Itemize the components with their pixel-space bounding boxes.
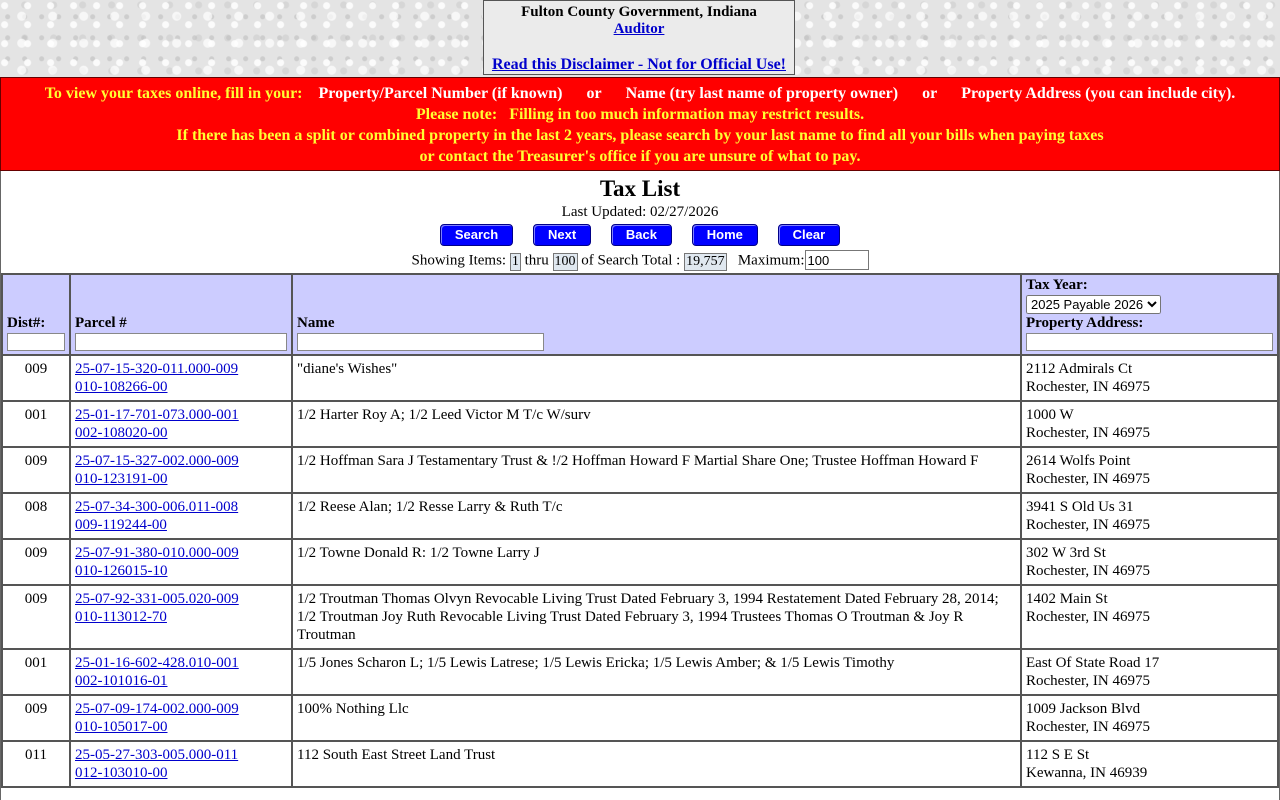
tax-list-panel <box>0 171 1280 800</box>
row-dist: 009 <box>2 539 70 585</box>
address-header <box>1021 274 1278 355</box>
address-city: Kewanna, IN 46939 <box>1026 765 1148 781</box>
row-owner-name: 1/2 Harter Roy A; 1/2 Leed Victor M T/c W/surv <box>292 401 1021 447</box>
table-header-row <box>2 274 1278 355</box>
address-street: 1000 W <box>1026 407 1074 423</box>
parcel-link[interactable]: 25-07-15-327-002.000-009 <box>75 453 239 469</box>
table-row <box>2 539 1278 585</box>
tax-list-table <box>1 273 1279 788</box>
showing-to: 100 <box>554 253 576 269</box>
row-address <box>1021 741 1278 787</box>
row-address <box>1021 447 1278 493</box>
row-dist: 009 <box>2 585 70 649</box>
row-parcel <box>70 493 292 539</box>
row-dist: 009 <box>2 355 70 401</box>
dist-filter-input[interactable] <box>7 333 65 351</box>
row-dist: 011 <box>2 741 70 787</box>
table-row <box>2 401 1278 447</box>
row-address <box>1021 695 1278 741</box>
row-parcel <box>70 649 292 695</box>
dist-header <box>2 274 70 355</box>
page-title: Tax List <box>599 176 681 201</box>
row-parcel <box>70 401 292 447</box>
address-street: 3941 S Old Us 31 <box>1026 499 1134 515</box>
back-button[interactable]: Back <box>611 224 672 246</box>
row-dist: 001 <box>2 401 70 447</box>
row-owner-name: 1/2 Reese Alan; 1/2 Resse Larry & Ruth T/c <box>292 493 1021 539</box>
row-parcel <box>70 539 292 585</box>
address-city: Rochester, IN 46975 <box>1026 719 1150 735</box>
row-owner-name: 1/5 Jones Scharon L; 1/5 Lewis Latrese; 1/5 Lewis Ericka; 1/5 Lewis Amber; & 1/5 Lewis Timothy <box>292 649 1021 695</box>
address-header-label: Property Address: <box>1026 315 1144 331</box>
clear-button[interactable]: Clear <box>778 224 841 246</box>
name-header <box>292 274 1021 355</box>
tax-year-label: Tax Year: <box>1026 277 1088 293</box>
address-city: Rochester, IN 46975 <box>1026 517 1150 533</box>
row-dist: 008 <box>2 493 70 539</box>
row-address <box>1021 401 1278 447</box>
county-header <box>483 0 795 75</box>
row-parcel <box>70 695 292 741</box>
row-owner-name: 1/2 Hoffman Sara J Testamentary Trust & !/2 Hoffman Howard F Martial Share One; Trustee Hoffman Howard F <box>292 447 1021 493</box>
address-city: Rochester, IN 46975 <box>1026 379 1150 395</box>
home-button[interactable]: Home <box>692 224 758 246</box>
row-owner-name: 1/2 Towne Donald R: 1/2 Towne Larry J <box>292 539 1021 585</box>
address-street: 112 S E St <box>1026 747 1090 763</box>
parcel-link[interactable]: 25-07-09-174-002.000-009 <box>75 701 239 717</box>
banner-note-text: Filling in too much information may restrict results. <box>509 106 865 123</box>
parcel-id-link[interactable]: 002-101016-01 <box>75 673 168 689</box>
auditor-link[interactable]: Auditor <box>613 21 665 37</box>
search-total: 19,757 <box>686 253 725 269</box>
of-total-label: of Search Total : <box>581 252 681 269</box>
parcel-id-link[interactable]: 010-123191-00 <box>75 471 168 487</box>
parcel-link[interactable]: 25-01-17-701-073.000-001 <box>75 407 239 423</box>
county-title: Fulton County Government, Indiana <box>521 4 757 20</box>
address-city: Rochester, IN 46975 <box>1026 471 1150 487</box>
parcel-id-link[interactable]: 010-108266-00 <box>75 379 168 395</box>
parcel-id-link[interactable]: 010-105017-00 <box>75 719 168 735</box>
address-street: 1402 Main St <box>1026 591 1108 607</box>
parcel-id-link[interactable]: 012-103010-00 <box>75 765 168 781</box>
parcel-link[interactable]: 25-07-92-331-005.020-009 <box>75 591 239 607</box>
name-header-label: Name <box>297 315 335 331</box>
row-address <box>1021 585 1278 649</box>
name-filter-input[interactable] <box>297 333 544 351</box>
thru-label: thru <box>524 252 549 269</box>
row-address <box>1021 539 1278 585</box>
table-row <box>2 493 1278 539</box>
parcel-filter-input[interactable] <box>75 333 287 351</box>
address-street: 2112 Admirals Ct <box>1026 361 1133 377</box>
banner-line-1 <box>1 83 1279 104</box>
parcel-link[interactable]: 25-07-34-300-006.011-008 <box>75 499 239 515</box>
showing-label: Showing Items: <box>411 252 507 269</box>
row-owner-name: 1/2 Troutman Thomas Olvyn Revocable Living Trust Dated February 3, 1994 Restatement Dated February 28, 2014; 1/2 Troutman Joy Ruth Revocable Living Trust Dated February 3, 1994 Trustees Thomas O Troutman & Joy R Troutman <box>292 585 1021 649</box>
banner-note-label: Please note: <box>415 106 498 123</box>
last-updated: Last Updated: 02/27/2026 <box>561 204 719 220</box>
address-city: Rochester, IN 46975 <box>1026 425 1150 441</box>
address-city: Rochester, IN 46975 <box>1026 609 1150 625</box>
parcel-header-label: Parcel # <box>75 315 127 331</box>
row-dist: 009 <box>2 695 70 741</box>
row-dist: 009 <box>2 447 70 493</box>
next-button[interactable]: Next <box>533 224 591 246</box>
table-row <box>2 649 1278 695</box>
showing-items <box>1 250 1279 271</box>
row-owner-name: 100% Nothing Llc <box>292 695 1021 741</box>
row-parcel <box>70 355 292 401</box>
parcel-id-link[interactable]: 010-126015-10 <box>75 563 168 579</box>
parcel-link[interactable]: 25-07-15-320-011.000-009 <box>75 361 239 377</box>
banner-option-address: Property Address (you can include city). <box>961 85 1236 102</box>
table-row <box>2 355 1278 401</box>
maximum-label: Maximum: <box>737 252 805 269</box>
parcel-header <box>70 274 292 355</box>
row-owner-name: "diane's Wishes" <box>292 355 1021 401</box>
search-button[interactable]: Search <box>440 224 513 246</box>
banner-or-1: or <box>586 85 602 102</box>
action-buttons <box>1 224 1279 248</box>
table-row <box>2 741 1278 787</box>
row-parcel <box>70 585 292 649</box>
row-address <box>1021 649 1278 695</box>
parcel-id-link[interactable]: 002-108020-00 <box>75 425 168 441</box>
address-city: Rochester, IN 46975 <box>1026 673 1150 689</box>
address-street: 1009 Jackson Blvd <box>1026 701 1141 717</box>
address-filter-input[interactable] <box>1026 333 1273 351</box>
parcel-id-link[interactable]: 009-119244-00 <box>75 517 167 533</box>
banner-option-parcel: Property/Parcel Number (if known) <box>318 85 563 102</box>
address-street: 302 W 3rd St <box>1026 545 1106 561</box>
banner-line-3: If there has been a split or combined property in the last 2 years, please search by your last name to find all your bills when paying taxes <box>176 127 1104 144</box>
banner-option-name: Name (try last name of property owner) <box>625 85 899 102</box>
table-row <box>2 585 1278 649</box>
address-street: East Of State Road 17 <box>1026 655 1160 671</box>
row-owner-name: 112 South East Street Land Trust <box>292 741 1021 787</box>
dist-header-label: Dist#: <box>7 315 46 331</box>
banner-line-2 <box>1 104 1279 125</box>
address-city: Rochester, IN 46975 <box>1026 563 1150 579</box>
row-address <box>1021 493 1278 539</box>
row-dist: 001 <box>2 649 70 695</box>
table-row <box>2 695 1278 741</box>
parcel-link[interactable]: 25-01-16-602-428.010-001 <box>75 655 239 671</box>
parcel-link[interactable]: 25-07-91-380-010.000-009 <box>75 545 239 561</box>
parcel-id-link[interactable]: 010-113012-70 <box>75 609 167 625</box>
disclaimer-link[interactable]: Read this Disclaimer - Not for Official Use! <box>491 56 786 73</box>
address-street: 2614 Wolfs Point <box>1026 453 1131 469</box>
row-parcel <box>70 741 292 787</box>
tax-year-select[interactable] <box>1026 295 1161 314</box>
maximum-input[interactable] <box>805 250 869 270</box>
row-address <box>1021 355 1278 401</box>
parcel-link[interactable]: 25-05-27-303-005.000-011 <box>75 747 239 763</box>
banner-line-4: or contact the Treasurer's office if you are unsure of what to pay. <box>419 148 861 165</box>
banner-or-2: or <box>922 85 938 102</box>
showing-from: 1 <box>511 253 519 269</box>
banner-intro: To view your taxes online, fill in your: <box>44 85 303 102</box>
table-row <box>2 447 1278 493</box>
instructions-banner <box>0 77 1280 171</box>
tax-list-header <box>1 175 1279 271</box>
row-parcel <box>70 447 292 493</box>
